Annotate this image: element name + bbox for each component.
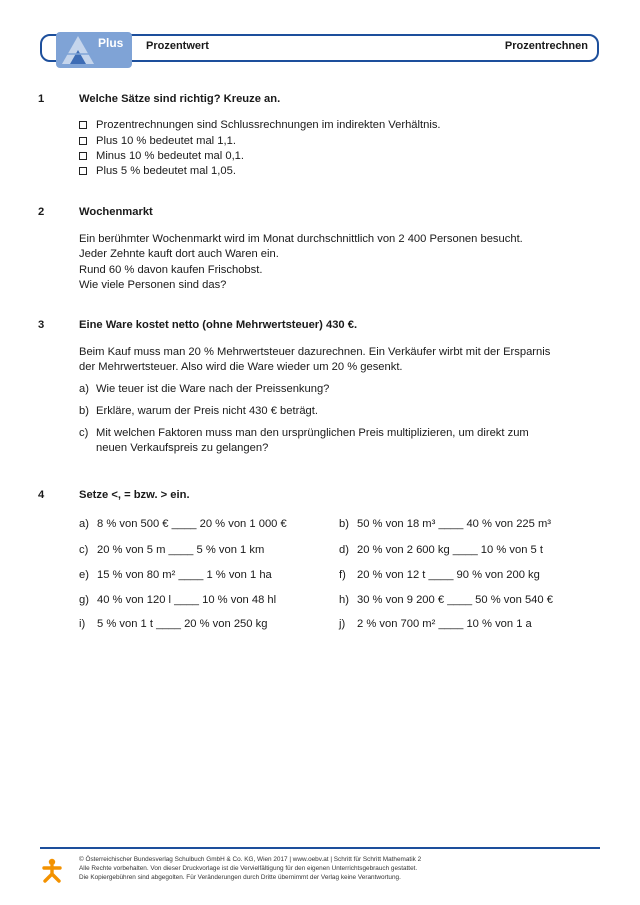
question-text: Mit welchen Faktoren muss man den ursprünglichen Preis multiplizieren, um direkt zum <box>96 427 529 439</box>
header-title-left: Prozentwert <box>146 40 209 52</box>
exercise-text: 20 % von 2 600 kg ____ 10 % von 5 t <box>357 544 543 556</box>
exercise-label: c) <box>79 544 89 556</box>
text-line: Wie viele Personen sind das? <box>79 279 227 291</box>
exercise-label: d) <box>339 544 349 556</box>
checkbox-label: Plus 10 % bedeutet mal 1,1. <box>96 135 236 147</box>
exercise-text: 30 % von 9 200 € ____ 50 % von 540 € <box>357 594 553 606</box>
checkbox-label: Minus 10 % bedeutet mal 0,1. <box>96 150 245 162</box>
footer-rule <box>40 847 600 849</box>
text-line: Jeder Zehnte kauft dort auch Waren ein. <box>79 248 279 260</box>
exercise-text: 15 % von 80 m² ____ 1 % von 1 ha <box>97 569 272 581</box>
exercise-text: 50 % von 18 m³ ____ 40 % von 225 m³ <box>357 518 552 530</box>
checkbox-item[interactable] <box>79 119 441 131</box>
exercise-label: j) <box>339 618 346 630</box>
checkbox-label: Prozentrechnungen sind Schlussrechnungen im indirekten Verhältnis. <box>96 119 441 131</box>
exercise-text: 8 % von 500 € ____ 20 % von 1 000 € <box>97 518 287 530</box>
exercise-label: h) <box>339 594 349 606</box>
exercise-label: f) <box>339 569 346 581</box>
text-line: Beim Kauf muss man 20 % Mehrwertsteuer dazurechnen. Ein Verkäufer wirbt mit der Ersparnis <box>79 346 551 358</box>
logo-text: Plus <box>98 36 124 50</box>
question-text: Erkläre, warum der Preis nicht 430 € beträgt. <box>96 405 318 417</box>
question-text: neuen Verkaufspreis zu gelangen? <box>96 442 269 454</box>
question-label: c) <box>79 427 89 439</box>
exercise-label: i) <box>79 618 86 630</box>
checkbox-item[interactable] <box>79 150 244 162</box>
exercise-text: 40 % von 120 l ____ 10 % von 48 hl <box>97 594 277 606</box>
task-number: 1 <box>38 93 45 105</box>
exercise-text: 2 % von 700 m² ____ 10 % von 1 a <box>357 618 532 630</box>
exercise-label: a) <box>79 518 89 530</box>
exercise-text: 20 % von 12 t ____ 90 % von 200 kg <box>357 569 540 581</box>
question-text: Wie teuer ist die Ware nach der Preissenkung? <box>96 383 330 395</box>
checkbox-label: Plus 5 % bedeutet mal 1,05. <box>96 165 236 177</box>
exercise-label: b) <box>339 518 349 530</box>
task-title: Eine Ware kostet netto (ohne Mehrwertsteuer) 430 €. <box>79 319 358 331</box>
checkbox[interactable] <box>79 152 87 160</box>
exercise-label: e) <box>79 569 89 581</box>
text-line: Ein berühmter Wochenmarkt wird im Monat durchschnittlich von 2 400 Personen besucht. <box>79 233 523 245</box>
task-number: 2 <box>38 206 45 218</box>
checkbox[interactable] <box>79 137 87 145</box>
exercise-text: 20 % von 5 m ____ 5 % von 1 km <box>97 544 265 556</box>
footer-line: Alle Rechte vorbehalten. Von dieser Druckvorlage ist die Vervielfältigung für den eigenen Unterrichtsgebrauch gestattet. <box>79 865 418 872</box>
task-title: Welche Sätze sind richtig? Kreuze an. <box>79 93 281 105</box>
checkbox-item[interactable] <box>79 165 236 177</box>
checkbox-item[interactable] <box>79 135 236 147</box>
task-number: 3 <box>38 319 45 331</box>
task-title: Wochenmarkt <box>79 206 153 218</box>
exercise-label: g) <box>79 594 89 606</box>
checkbox[interactable] <box>79 121 87 129</box>
exercise-text: 5 % von 1 t ____ 20 % von 250 kg <box>97 618 268 630</box>
question-label: b) <box>79 405 89 417</box>
checkbox[interactable] <box>79 167 87 175</box>
text-line: Rund 60 % davon kaufen Frischobst. <box>79 264 263 276</box>
text-line: der Mehrwertsteuer. Also wird die Ware wieder um 20 % gesenkt. <box>79 361 403 373</box>
footer-line: © Österreichischer Bundesverlag Schulbuch GmbH & Co. KG, Wien 2017 | www.oebv.at | Schritt für Schritt Mathematik 2 <box>79 856 422 863</box>
footer-line: Die Kopiergebühren sind abgegolten. Für Veränderungen durch Dritte übernimmt der Verlag keine Verantwortung. <box>79 874 401 881</box>
task-number: 4 <box>38 489 45 501</box>
task-title: Setze <, = bzw. > ein. <box>79 489 190 501</box>
question-label: a) <box>79 383 89 395</box>
publisher-logo-icon <box>40 857 64 883</box>
header-title-right: Prozentrechnen <box>504 40 588 52</box>
